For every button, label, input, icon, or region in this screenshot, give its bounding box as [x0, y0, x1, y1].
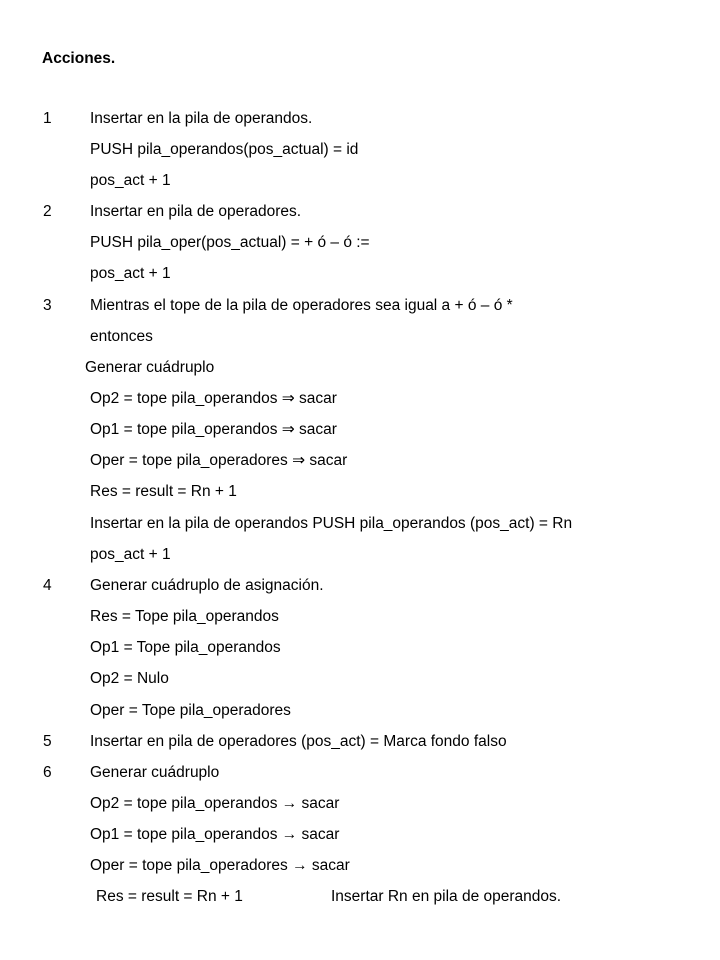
step-text: Op2 = tope pila_operandos → sacar	[90, 795, 340, 812]
step-text: Insertar en pila de operadores.	[90, 203, 302, 220]
step-line	[0, 887, 720, 907]
step-text: Op1 = tope pila_operandos ⇒ sacar	[90, 421, 337, 438]
step-text: Generar cuádruplo	[85, 359, 215, 376]
step-text: Oper = tope pila_operadores → sacar	[90, 857, 350, 874]
step-text: Oper = Tope pila_operadores	[90, 702, 291, 719]
section-title: Acciones.	[42, 50, 116, 67]
step-line	[0, 514, 720, 534]
step-text: Op1 = tope pila_operandos → sacar	[90, 826, 340, 843]
step-line	[0, 545, 720, 565]
step-text: pos_act + 1	[90, 546, 171, 563]
step-text: Res = result = Rn + 1	[90, 483, 237, 500]
step-line	[0, 732, 720, 752]
step-text: Res = result = Rn + 1	[96, 888, 243, 905]
step-text: Op2 = tope pila_operandos ⇒ sacar	[90, 390, 337, 407]
step-line	[0, 358, 720, 378]
step-text: Op2 = Nulo	[90, 670, 169, 687]
step-text: Oper = tope pila_operadores ⇒ sacar	[90, 452, 348, 469]
step-line	[0, 607, 720, 627]
step-text: entonces	[90, 328, 153, 345]
step-line	[0, 825, 720, 845]
step-line	[0, 296, 720, 316]
step-text: PUSH pila_operandos(pos_actual) = id	[90, 141, 359, 158]
step-line	[0, 451, 720, 471]
step-line	[0, 109, 720, 129]
step-number: 5	[43, 733, 52, 750]
step-number: 1	[43, 110, 52, 127]
step-line	[0, 233, 720, 253]
step-line	[0, 794, 720, 814]
step-number: 2	[43, 203, 52, 220]
step-text: Res = Tope pila_operandos	[90, 608, 279, 625]
step-line	[0, 389, 720, 409]
step-extra-text: Insertar Rn en pila de operandos.	[331, 888, 562, 905]
step-text: Generar cuádruplo de asignación.	[90, 577, 324, 594]
step-number: 6	[43, 764, 52, 781]
step-line	[0, 140, 720, 160]
step-line	[0, 638, 720, 658]
step-line	[0, 171, 720, 191]
step-text: pos_act + 1	[90, 265, 171, 282]
step-line	[0, 856, 720, 876]
step-line	[0, 669, 720, 689]
step-line	[0, 420, 720, 440]
step-line	[0, 202, 720, 222]
step-text: Generar cuádruplo	[90, 764, 220, 781]
step-number: 4	[43, 577, 52, 594]
step-text: pos_act + 1	[90, 172, 171, 189]
step-line	[0, 763, 720, 783]
step-line	[0, 264, 720, 284]
step-line	[0, 576, 720, 596]
step-text: Insertar en la pila de operandos PUSH pila_operandos (pos_act) = Rn	[90, 515, 573, 532]
step-text: PUSH pila_oper(pos_actual) = + ó – ó :=	[90, 234, 370, 251]
step-text: Op1 = Tope pila_operandos	[90, 639, 281, 656]
step-text: Mientras el tope de la pila de operadores sea igual a + ó – ó *	[90, 297, 513, 314]
step-line	[0, 327, 720, 347]
step-number: 3	[43, 297, 52, 314]
step-text: Insertar en la pila de operandos.	[90, 110, 313, 127]
step-line	[0, 701, 720, 721]
step-line	[0, 482, 720, 502]
step-text: Insertar en pila de operadores (pos_act) = Marca fondo falso	[90, 733, 507, 750]
